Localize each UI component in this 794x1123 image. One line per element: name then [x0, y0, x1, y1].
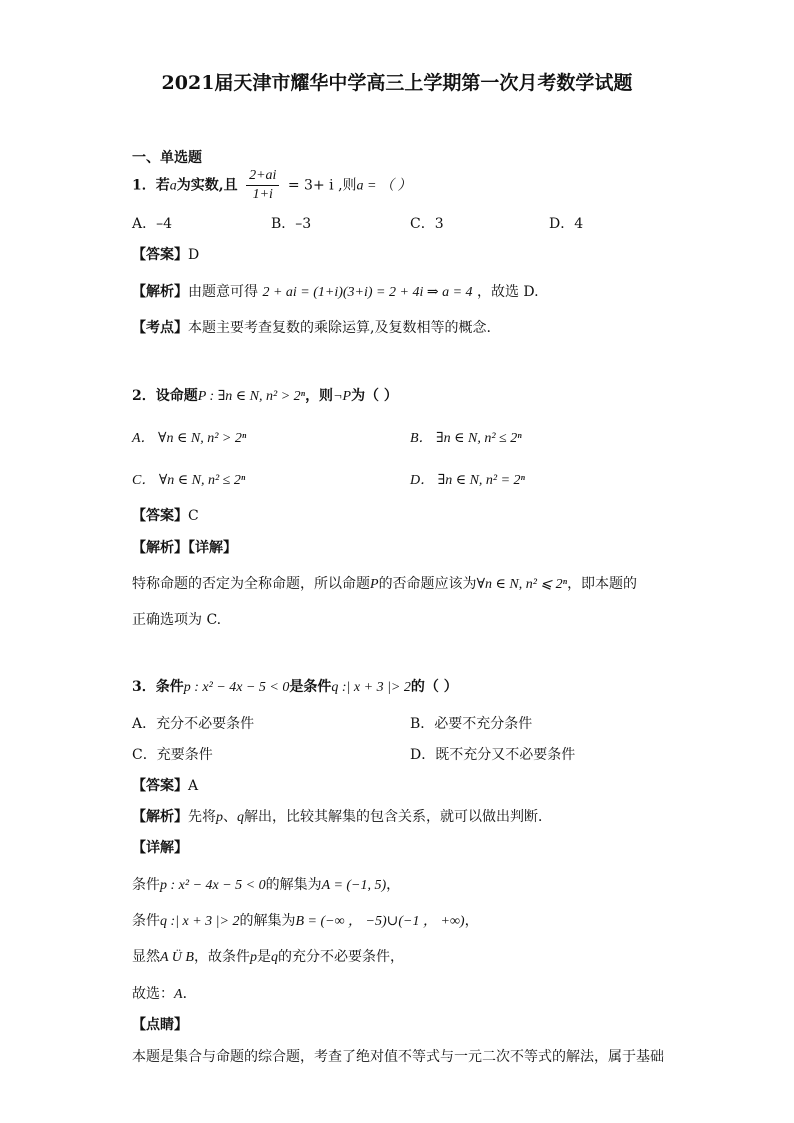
q3-detail-line-2	[132, 910, 479, 930]
q3-analysis-sep: 、	[223, 809, 237, 825]
q1-analysis-text: 由题意可得	[188, 284, 258, 300]
q3-l1-a: 条件	[132, 877, 160, 893]
q1-answer-tag: 【答案】	[132, 247, 188, 263]
q1-fraction-numerator: 2+ai	[246, 168, 279, 186]
q1-point	[132, 317, 491, 337]
q2-explanation-line-2: 正确选项为 C.	[132, 612, 222, 628]
q1-analysis	[132, 281, 539, 301]
q2-analysis-tag: 【解析】【详解】	[132, 540, 237, 556]
q3-answer-tag: 【答案】	[132, 778, 188, 794]
q3-comment-tag: 【点睛】	[132, 1017, 188, 1033]
q1-prefix: 1．若	[132, 177, 170, 194]
q3-analysis-q: q	[237, 810, 244, 825]
q1-answer-value: D	[188, 247, 200, 263]
q1-point-tag: 【考点】	[132, 320, 188, 336]
q3-analysis-tag: 【解析】	[132, 809, 188, 825]
q3-detail-line-4	[132, 983, 197, 1003]
q2-line1-text: 特称命题的否定为全称命题，所以命题	[132, 576, 370, 592]
q3-l4-a: 故选：	[132, 986, 174, 1002]
q3-condition-p: p : x² − 4x − 5 < 0	[183, 680, 290, 695]
q1-var-a: a	[169, 178, 177, 194]
q3-l3-a: 显然	[132, 949, 160, 965]
question-2-stem	[132, 385, 398, 405]
q3-l4-end: ．	[182, 986, 197, 1002]
q3-l2-math: q :| x + 3 |> 2	[160, 914, 240, 929]
q3-l1-set: A = (−1, 5)	[321, 878, 387, 893]
q1-rhs: = 3+ i ,则	[287, 177, 357, 194]
q3-l1-end: ，	[386, 877, 401, 893]
q1-analysis-tag: 【解析】	[132, 284, 188, 300]
q1-analysis-end: ，故选 D.	[476, 284, 539, 300]
q3-l1-b: 的解集为	[265, 877, 322, 893]
q3-analysis-p: p	[216, 810, 223, 825]
q2-option-b: B． ∃n ∈ N, n² ≤ 2ⁿ	[410, 431, 522, 446]
q3-answer-value: A	[188, 778, 199, 794]
q3-l3-d: 的充分不必要条件，	[277, 949, 404, 965]
q2-proposition: P : ∃n ∈ N, n² > 2ⁿ	[197, 389, 306, 404]
q3-detail-line-1	[132, 874, 400, 894]
q1-mid: 为实数,且	[176, 177, 238, 194]
q3-l2-end: ，	[464, 913, 479, 929]
q2-negation: ¬P	[333, 389, 352, 404]
q3-l3-q: q	[270, 950, 278, 965]
q3-mid: 是条件	[289, 679, 332, 695]
q2-option-a: A． ∀n ∈ N, n² > 2ⁿ	[132, 431, 247, 446]
q2-answer-tag: 【答案】	[132, 508, 188, 524]
q3-analysis-text1: 先将	[188, 809, 216, 825]
q3-l3-p: p	[249, 950, 257, 965]
question-3-stem	[132, 676, 458, 696]
section-heading: 一、单选题	[132, 150, 202, 166]
q1-option-b: B．–3	[271, 216, 312, 232]
q1-option-c: C．3	[410, 216, 444, 232]
question-1-stem	[132, 168, 411, 203]
q3-option-d: D．既不充分又不必要条件	[410, 747, 576, 763]
q1-fraction	[246, 168, 279, 203]
q2-explanation-line-1	[132, 573, 637, 593]
q3-analysis	[132, 806, 552, 826]
q3-option-a: A．充分不必要条件	[132, 716, 255, 732]
q2-end: 为（ ）	[351, 388, 398, 404]
q3-comment-text: 本题是集合与命题的综合题，考查了绝对值不等式与一元二次不等式的解法，属于基础	[132, 1049, 664, 1065]
q1-answer	[132, 244, 199, 264]
q2-option-d: D． ∃n ∈ N, n² = 2ⁿ	[410, 473, 525, 488]
q2-prefix: 2．设命题	[132, 388, 198, 404]
q1-fraction-denominator: 1+i	[252, 187, 273, 202]
q2-mid: ，则	[305, 388, 334, 404]
page-title: 2021届天津市耀华中学高三上学期第一次月考数学试题	[161, 72, 633, 94]
q1-option-a: A．–4	[132, 216, 173, 232]
q2-line1-p: P	[370, 577, 379, 592]
q2-line1-math: ∀n ∈ N, n² ⩽ 2ⁿ	[476, 577, 568, 592]
q3-option-c: C．充要条件	[132, 747, 213, 763]
q2-option-c: C． ∀n ∈ N, n² ≤ 2ⁿ	[132, 473, 246, 488]
q3-analysis-text2: 解出，比较其解集的包含关系，就可以做出判断．	[244, 809, 552, 825]
q3-l3-math: A Ü B	[160, 950, 194, 965]
q3-prefix: 3．条件	[132, 679, 184, 695]
q3-l4-answer: A	[174, 987, 183, 1002]
q3-l2-b: 的解集为	[239, 913, 296, 929]
q3-detail-line-3	[132, 946, 404, 966]
q1-ask: a = （ ）	[356, 178, 412, 194]
q1-point-text: 本题主要考查复数的乘除运算,及复数相等的概念.	[188, 320, 491, 336]
q2-line1-mid: 的否命题应该为	[378, 576, 477, 592]
q1-option-d: D．4	[549, 216, 584, 232]
q3-end: 的（ ）	[410, 679, 458, 695]
q2-answer-value: C	[188, 508, 199, 524]
q3-l2-set: B = (−∞ ， −5)∪(−1 ， +∞)	[295, 914, 465, 929]
q3-l3-c: 是	[256, 949, 271, 965]
q3-detail-tag: 【详解】	[132, 840, 188, 856]
q1-analysis-math: 2 + ai = (1+i)(3+i) = 2 + 4i ⇒ a = 4	[262, 285, 473, 300]
q3-l2-a: 条件	[132, 913, 160, 929]
q3-answer	[132, 775, 198, 795]
q3-condition-q: q :| x + 3 |> 2	[331, 680, 411, 695]
q3-l1-math: p : x² − 4x − 5 < 0	[160, 878, 266, 893]
q2-answer	[132, 505, 199, 525]
q3-l3-b: ，故条件	[193, 949, 250, 965]
q2-line1-end: ，即本题的	[567, 576, 638, 592]
q3-option-b: B．必要不充分条件	[410, 716, 533, 732]
